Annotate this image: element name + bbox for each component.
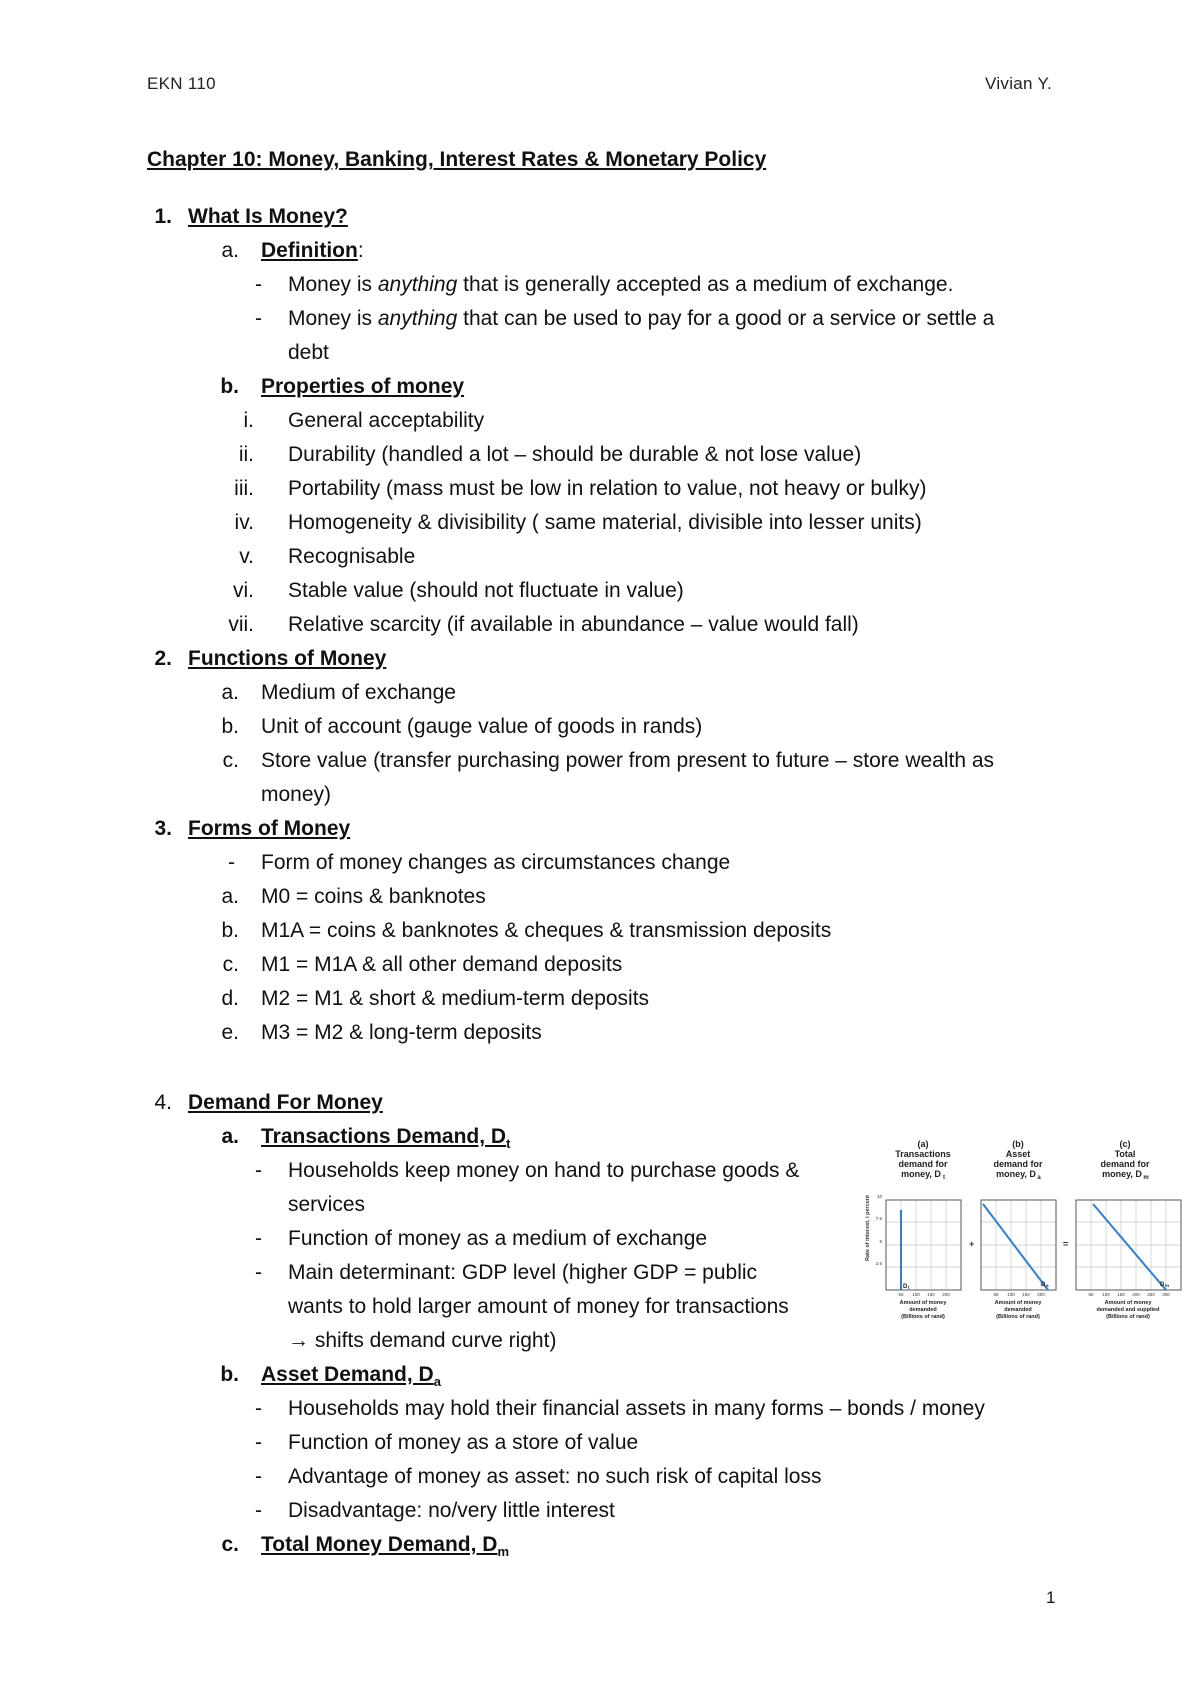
- s4-b-marker: b.: [220, 1363, 239, 1386]
- definition-2: [288, 306, 994, 332]
- x-tick-b: 150: [1022, 1292, 1030, 1297]
- x-tick-a: 150: [927, 1292, 935, 1297]
- property-item: Stable value (should not fluctuate in value): [288, 579, 684, 602]
- dash-marker: -: [255, 1499, 262, 1522]
- s1-b-marker: b.: [220, 375, 239, 398]
- panel-a-grid: [886, 1200, 961, 1290]
- x-tick-b: 50: [993, 1292, 999, 1297]
- form-marker: d.: [221, 987, 239, 1010]
- s4-a-heading-text: Transactions Demand, D: [261, 1125, 507, 1148]
- panel-b-xlabel-1: Amount of money: [994, 1300, 1042, 1306]
- dash-marker: -: [228, 851, 235, 874]
- panel-c-title-2: demand for: [1100, 1159, 1150, 1169]
- panel-b-label: (b): [1012, 1139, 1024, 1149]
- panel-b-grid: [981, 1200, 1056, 1290]
- panel-a-curve-sub: t: [908, 1285, 910, 1290]
- panel-a-xlabel-1: Amount of money: [899, 1300, 947, 1306]
- property-marker: vii.: [228, 613, 254, 636]
- panel-a-curve-label: D: [903, 1284, 908, 1290]
- property-marker: i.: [243, 409, 254, 432]
- x-tick-c: 200: [1132, 1292, 1140, 1297]
- panel-a-title-2: demand for: [898, 1159, 948, 1169]
- definition-1-pre: Money is: [288, 273, 378, 296]
- panel-c-label: (c): [1119, 1139, 1131, 1149]
- transactions-point-3: Main determinant: GDP level (higher GDP = public: [288, 1261, 758, 1284]
- definition-2-pre: Money is: [288, 307, 378, 330]
- dash-marker: -: [255, 1159, 262, 1182]
- property-marker: v.: [239, 545, 254, 568]
- panel-c-xlabel-1: Amount of money: [1104, 1300, 1152, 1306]
- section-1-number: 1.: [154, 205, 172, 228]
- x-tick-a: 100: [912, 1292, 920, 1297]
- x-tick-c: 50: [1088, 1292, 1094, 1297]
- transactions-point-1-continued: services: [288, 1193, 366, 1216]
- s4-c-heading-text: Total Money Demand, D: [261, 1533, 498, 1556]
- panel-c-title-1: Total: [1114, 1149, 1136, 1159]
- dash-marker: -: [255, 1261, 262, 1284]
- x-tick-b: 200: [1037, 1292, 1045, 1297]
- form-marker: e.: [221, 1021, 239, 1044]
- asset-demand-curve: [983, 1204, 1048, 1290]
- panel-b-xlabel-2: demanded: [1004, 1307, 1032, 1313]
- s1-a-colon: :: [357, 239, 364, 262]
- function-marker: c.: [222, 749, 239, 772]
- dash-marker: -: [255, 1397, 262, 1420]
- s1-a-marker: a.: [221, 239, 239, 262]
- dash-marker: -: [255, 1227, 262, 1250]
- asset-point-1: Households may hold their financial assets in many forms – bonds / money: [288, 1397, 985, 1420]
- form-marker: b.: [221, 919, 239, 942]
- x-tick-b: 100: [1007, 1292, 1015, 1297]
- form-item: M1 = M1A & all other demand deposits: [261, 953, 623, 976]
- dash-marker: -: [255, 273, 262, 296]
- property-item: General acceptability: [288, 409, 485, 432]
- section-2-number: 2.: [154, 647, 172, 670]
- s1-a-heading: Definition: [261, 239, 358, 262]
- definition-1-em: anything: [377, 273, 458, 296]
- s4-b-heading: [261, 1362, 441, 1395]
- s4-b-heading-sub: a: [433, 1374, 441, 1390]
- dash-marker: -: [255, 307, 262, 330]
- panel-b-xlabel-3: (Billions of rand): [996, 1314, 1040, 1320]
- function-item: Medium of exchange: [261, 681, 456, 704]
- header-course: EKN 110: [147, 74, 216, 93]
- form-marker: a.: [221, 885, 239, 908]
- asset-point-2: Function of money as a store of value: [288, 1431, 639, 1454]
- section-2-heading: Functions of Money: [188, 647, 387, 670]
- dash-marker: -: [255, 1431, 262, 1454]
- asset-point-4: Disadvantage: no/very little interest: [288, 1499, 615, 1522]
- property-marker: ii.: [238, 443, 254, 466]
- total-demand-curve: [1093, 1204, 1166, 1290]
- panel-a-title-1: Transactions: [895, 1149, 951, 1159]
- s4-c-heading-sub: m: [497, 1544, 510, 1560]
- s4-b-heading-text: Asset Demand, D: [261, 1363, 434, 1386]
- s1-b-heading: Properties of money: [261, 375, 465, 398]
- section-3-number: 3.: [154, 817, 172, 840]
- definition-1-post: that is generally accepted as a medium of exchange.: [457, 273, 954, 296]
- x-tick-c: 300: [1162, 1292, 1170, 1297]
- panel-c-title-3: money, D: [1102, 1169, 1142, 1179]
- function-item: Unit of account (gauge value of goods in rands): [261, 715, 703, 738]
- panel-a-title-3: money, D: [901, 1169, 941, 1179]
- header-author: Vivian Y.: [985, 74, 1052, 93]
- property-item: Durability (handled a lot – should be durable & not lose value): [288, 443, 862, 466]
- x-tick-c: 100: [1102, 1292, 1110, 1297]
- function-marker: a.: [221, 681, 239, 704]
- form-item: M0 = coins & banknotes: [261, 885, 486, 908]
- definition-2-em: anything: [377, 307, 458, 330]
- function-item-continued: money): [261, 783, 332, 806]
- property-item: Recognisable: [288, 545, 416, 568]
- definition-2-continued: debt: [288, 341, 329, 364]
- panel-b-curve-label: D: [1041, 1282, 1046, 1288]
- panel-b-title-1: Asset: [1005, 1149, 1031, 1159]
- chapter-title: Chapter 10: Money, Banking, Interest Rates & Monetary Policy: [147, 148, 767, 171]
- forms-note: Form of money changes as circumstances change: [261, 851, 731, 874]
- transactions-point-3-arrow: → shifts demand curve right): [288, 1329, 557, 1352]
- asset-point-3: Advantage of money as asset: no such risk of capital loss: [288, 1465, 822, 1488]
- transactions-point-3-continued: wants to hold larger amount of money for transactions: [288, 1295, 789, 1318]
- y-tick: 5: [879, 1239, 882, 1244]
- equals-sign: =: [1063, 1239, 1069, 1249]
- property-item: Relative scarcity (if available in abundance – value would fall): [288, 613, 859, 636]
- panel-c-title-sub: m: [1143, 1175, 1149, 1181]
- section-1-heading: What Is Money?: [188, 205, 348, 228]
- form-item: M2 = M1 & short & medium-term deposits: [261, 987, 650, 1010]
- panel-c-curve-label: D: [1160, 1282, 1165, 1288]
- x-tick-c: 150: [1117, 1292, 1125, 1297]
- definition-2-post: that can be used to pay for a good or a service or settle a: [457, 307, 995, 330]
- property-item: Homogeneity & divisibility ( same material, divisible into lesser units): [288, 511, 922, 534]
- transactions-point-1: Households keep money on hand to purchase goods &: [288, 1159, 800, 1182]
- form-item: M3 = M2 & long-term deposits: [261, 1021, 542, 1044]
- panel-c-curve-sub: m: [1165, 1283, 1170, 1288]
- s4-a-heading: [261, 1124, 510, 1157]
- form-marker: c.: [222, 953, 239, 976]
- plus-sign: +: [969, 1239, 975, 1249]
- panel-c-xlabel-2: demanded and supplied: [1096, 1307, 1160, 1313]
- s4-c-heading: [261, 1532, 509, 1565]
- panel-b-title-3: money, D: [996, 1169, 1036, 1179]
- panel-a-title-sub: t: [943, 1175, 945, 1181]
- section-4-number: 4.: [154, 1091, 172, 1114]
- x-tick-a: 200: [942, 1292, 950, 1297]
- transactions-point-2: Function of money as a medium of exchange: [288, 1227, 708, 1250]
- page-number: 1: [1046, 1588, 1056, 1607]
- y-tick: 2.5: [875, 1261, 882, 1266]
- section-3-heading: Forms of Money: [188, 817, 351, 840]
- panel-b-title-2: demand for: [993, 1159, 1043, 1169]
- s4-c-marker: c.: [221, 1533, 239, 1556]
- money-demand-figure: [855, 1138, 1185, 1323]
- s4-a-heading-sub: t: [506, 1136, 511, 1152]
- function-item: Store value (transfer purchasing power from present to future – store wealth as: [261, 749, 995, 772]
- money-demand-svg: [855, 1138, 1185, 1323]
- panel-a-xlabel-2: demanded: [909, 1307, 937, 1313]
- property-marker: iv.: [234, 511, 254, 534]
- function-marker: b.: [221, 715, 239, 738]
- x-tick-c: 250: [1147, 1292, 1155, 1297]
- panel-b-title-sub: a: [1037, 1175, 1041, 1181]
- s1-a-heading-line: [261, 238, 364, 264]
- form-item: M1A = coins & banknotes & cheques & transmission deposits: [261, 919, 832, 942]
- definition-1: [288, 272, 953, 298]
- y-tick: 10: [876, 1194, 882, 1199]
- y-axis-label: Rate of interest, i percent: [865, 1194, 871, 1262]
- y-tick: 7.5: [875, 1216, 882, 1221]
- section-4-heading: Demand For Money: [188, 1091, 383, 1114]
- property-marker: iii.: [234, 477, 254, 500]
- panel-a-xlabel-3: (Billions of rand): [901, 1314, 945, 1320]
- s4-a-marker: a.: [221, 1125, 239, 1148]
- property-item: Portability (mass must be low in relation to value, not heavy or bulky): [288, 477, 927, 500]
- property-marker: vi.: [233, 579, 254, 602]
- panel-b-curve-sub: a: [1046, 1283, 1049, 1288]
- panel-a-label: (a): [917, 1139, 929, 1149]
- x-tick-a: 50: [898, 1292, 904, 1297]
- panel-c-xlabel-3: (Billions of rand): [1106, 1314, 1150, 1320]
- dash-marker: -: [255, 1465, 262, 1488]
